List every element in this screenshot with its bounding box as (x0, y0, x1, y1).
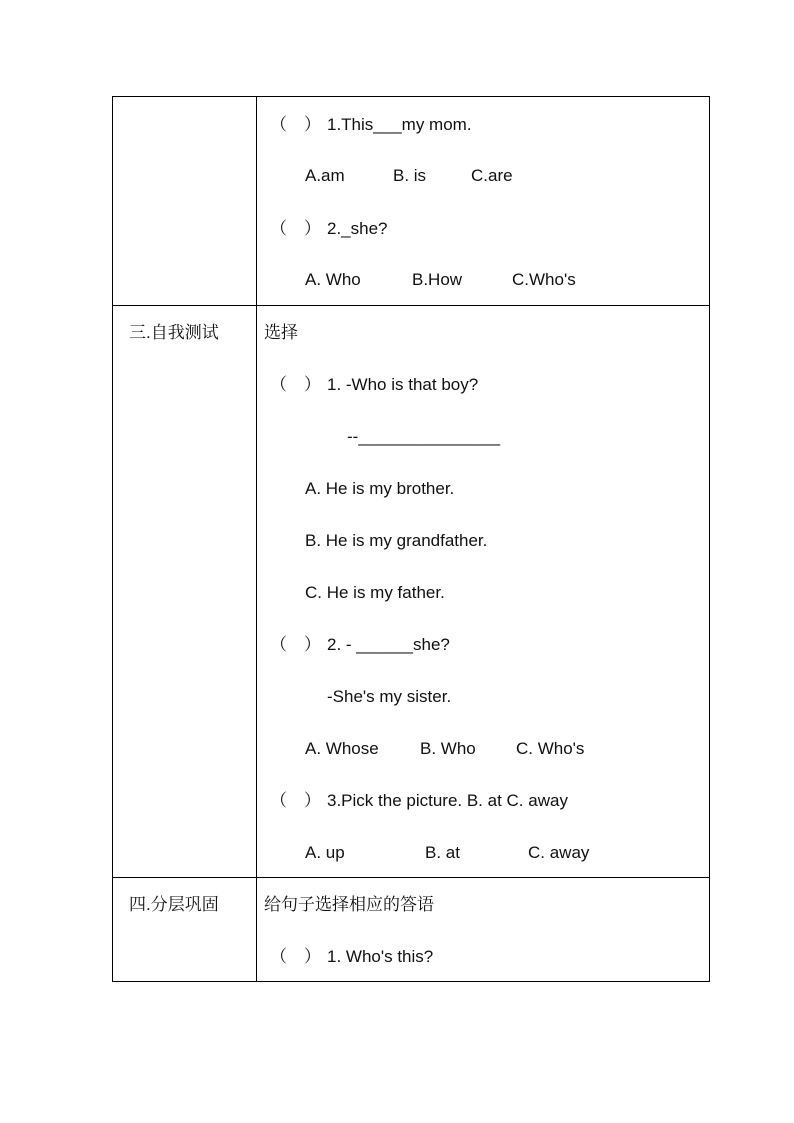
option-c: C.Who's (512, 270, 576, 289)
question-text: 1.This___my mom. (327, 115, 472, 134)
question-paren: （ ） (270, 375, 321, 394)
option-a: A. Whose (305, 739, 379, 758)
section-heading: 选择 (264, 323, 298, 342)
question-paren: （ ） (270, 635, 321, 654)
worksheet-table (112, 96, 710, 982)
question-text: 3.Pick the picture. B. at C. away (327, 791, 568, 810)
column-divider (256, 97, 257, 981)
row-divider (113, 305, 709, 306)
question-text: 2. - ______she? (327, 635, 450, 654)
question-paren: （ ） (270, 115, 321, 134)
option-a: A. Who (305, 270, 361, 289)
question-paren: （ ） (270, 791, 321, 810)
option-c: C. away (528, 843, 590, 862)
question-text: 1. -Who is that boy? (327, 375, 479, 394)
question-paren: （ ） (270, 947, 321, 966)
option-b: B. at (425, 843, 460, 862)
option-c: C. He is my father. (305, 583, 445, 602)
question-text: 2._she? (327, 219, 388, 238)
section-label: 四.分层巩固 (129, 895, 219, 914)
row-divider (113, 877, 709, 878)
question-text: 1. Who's this? (327, 947, 434, 966)
option-c: C. Who's (516, 739, 585, 758)
option-a: A. up (305, 843, 345, 862)
option-b: B. is (393, 166, 427, 185)
answer-text: -She's my sister. (327, 687, 452, 706)
option-a: A.am (305, 166, 345, 185)
question-paren: （ ） (270, 219, 321, 238)
option-a: A. He is my brother. (305, 479, 455, 498)
section-label: 三.自我测试 (129, 323, 219, 342)
answer-blank: --_______________ (347, 427, 501, 446)
option-b: B. He is my grandfather. (305, 531, 488, 550)
section-heading: 给句子选择相应的答语 (264, 895, 434, 914)
option-b: B. Who (420, 739, 476, 758)
option-c: C.are (471, 166, 513, 185)
option-b: B.How (412, 270, 463, 289)
